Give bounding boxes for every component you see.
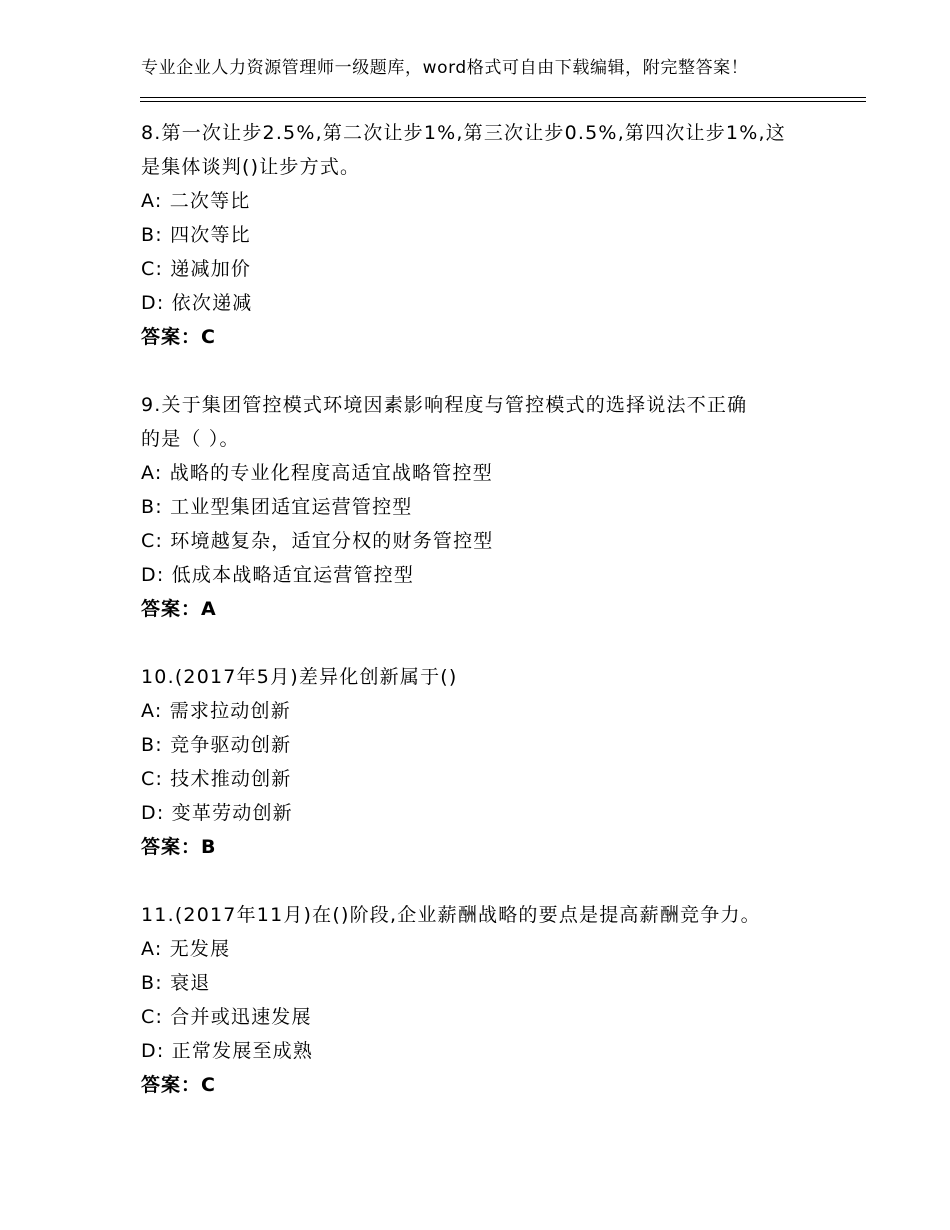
option-b: B: 竞争驱动创新: [141, 734, 292, 756]
option-c: C: 递减加价: [141, 258, 252, 280]
question-9: [141, 388, 841, 626]
question-8: [141, 116, 841, 354]
option-a: A: 二次等比: [141, 190, 251, 212]
question-list: [141, 116, 841, 1136]
option-a: A: 战略的专业化程度高适宜战略管控型: [141, 462, 493, 484]
option-c: C: 技术推动创新: [141, 768, 292, 790]
question-stem-line: 10.(2017年5月)差异化创新属于(): [141, 666, 458, 688]
header-divider-bottom: [140, 101, 866, 102]
question-11: [141, 898, 841, 1102]
option-d: D: 变革劳动创新: [141, 802, 293, 824]
answer: 答案：B: [141, 836, 217, 858]
option-b: B: 衰退: [141, 972, 211, 994]
question-stem-line: 的是（ ）。: [141, 428, 240, 450]
question-stem-line: 是集体谈判()让步方式。: [141, 156, 361, 178]
question-stem-line: 8.第一次让步2.5%,第二次让步1%,第三次让步0.5%,第四次让步1%,这: [141, 122, 786, 144]
answer: 答案：A: [141, 598, 217, 620]
option-d: D: 低成本战略适宜运营管控型: [141, 564, 415, 586]
header-divider-top: [140, 97, 866, 98]
option-a: A: 无发展: [141, 938, 231, 960]
option-c: C: 环境越复杂，适宜分权的财务管控型: [141, 530, 494, 552]
option-b: B: 四次等比: [141, 224, 251, 246]
page-header: 专业企业人力资源管理师一级题库，word格式可自由下载编辑，附完整答案！: [141, 58, 749, 78]
answer: 答案：C: [141, 1074, 216, 1096]
question-stem-line: 9.关于集团管控模式环境因素影响程度与管控模式的选择说法不正确: [141, 394, 748, 416]
option-d: D: 正常发展至成熟: [141, 1040, 314, 1062]
option-a: A: 需求拉动创新: [141, 700, 291, 722]
answer: 答案：C: [141, 326, 216, 348]
question-stem-line: 11.(2017年11月)在()阶段,企业薪酬战略的要点是提高薪酬竞争力。: [141, 904, 761, 926]
option-c: C: 合并或迅速发展: [141, 1006, 312, 1028]
option-b: B: 工业型集团适宜运营管控型: [141, 496, 413, 518]
option-d: D: 依次递减: [141, 292, 253, 314]
question-10: [141, 660, 841, 864]
